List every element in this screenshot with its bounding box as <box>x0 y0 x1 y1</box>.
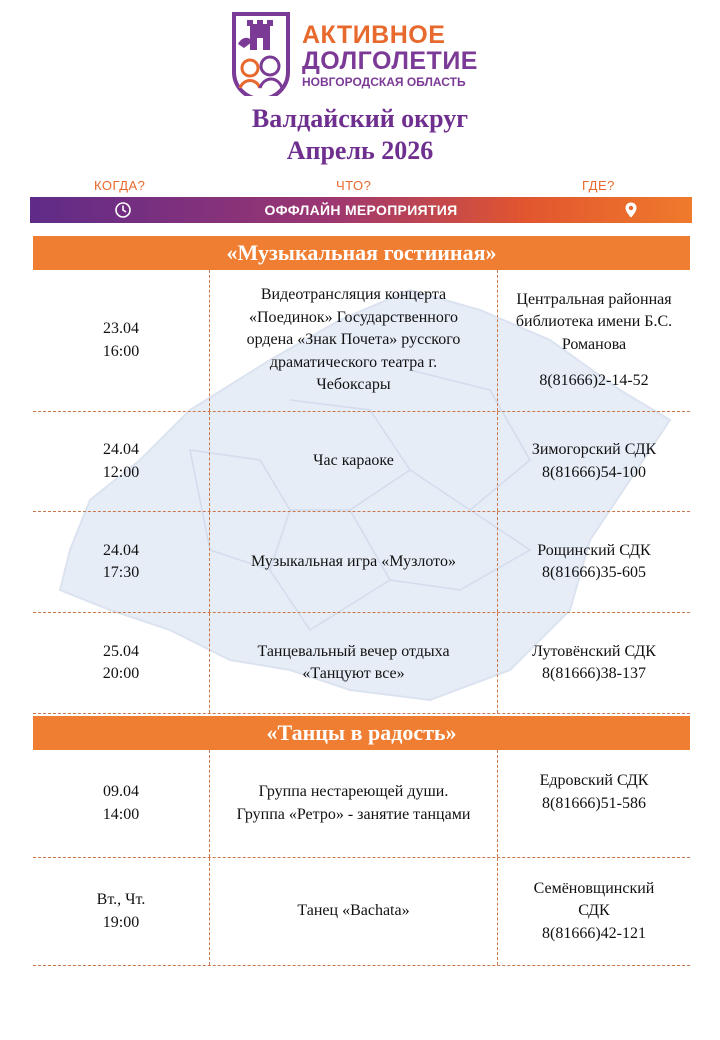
event-when <box>33 270 209 411</box>
event-title-line: Час караоке <box>313 452 394 470</box>
event-what <box>209 512 498 612</box>
event-when <box>33 613 209 713</box>
event-title-line: Видеотрансляция концерта <box>260 286 447 304</box>
logo-subtitle: НОВГОРОДСКАЯ ОБЛАСТЬ <box>302 75 466 89</box>
event-time: 12:00 <box>102 463 140 481</box>
event-where <box>498 270 690 411</box>
event-title-line: «Поединок» Государственного <box>249 308 458 326</box>
event-time: 17:30 <box>102 564 140 581</box>
column-when-label: КОГДА? <box>94 178 146 193</box>
event-what <box>209 613 498 713</box>
column-what-label: ЧТО? <box>336 178 372 193</box>
table-row <box>33 750 690 858</box>
event-phone: 8(81666)35-605 <box>542 564 646 581</box>
table-row <box>33 858 690 966</box>
event-place-line: СДК <box>578 902 610 920</box>
event-what <box>209 858 498 965</box>
event-date: 09.04 <box>102 783 139 800</box>
event-title-line: Музыкальная игра «Музлото» <box>251 552 456 570</box>
event-place-line: Едровский СДК <box>539 772 649 789</box>
event-where <box>498 750 690 857</box>
event-place-line: Лутовёнский СДК <box>532 642 656 660</box>
event-when <box>33 512 209 612</box>
event-phone: 8(81666)2-14-52 <box>539 372 649 389</box>
event-place-line: Зимогорский СДК <box>531 441 657 458</box>
event-date: 24.04 <box>102 541 139 559</box>
event-title-line: Группа нестареющей души. <box>258 783 449 800</box>
event-date: 24.04 <box>102 441 139 458</box>
event-date: 25.04 <box>102 642 139 660</box>
event-title-line: ордена «Знак Почета» русского <box>246 331 461 349</box>
event-when <box>33 750 209 857</box>
event-phone: 8(81666)42-121 <box>542 924 646 942</box>
column-where-label: ГДЕ? <box>582 178 615 193</box>
banner-label: ОФФЛАЙН МЕРОПРИЯТИЯ <box>264 202 458 218</box>
event-what <box>209 750 498 857</box>
table-row <box>33 613 690 714</box>
section-header: «Музыкальная гостииная» <box>33 236 690 270</box>
logo-title-line1: АКТИВНОЕ <box>302 21 446 49</box>
event-phone: 8(81666)54-100 <box>542 463 646 481</box>
event-title-line: драматического театра г. <box>269 353 438 371</box>
event-title-line: Танцевальный вечер отдыха <box>257 642 450 660</box>
event-place-line: Романова <box>561 335 627 353</box>
event-place-line: Рощинский СДК <box>537 541 651 559</box>
logo-emblem-icon <box>230 10 292 96</box>
table-row <box>33 412 690 512</box>
table-row <box>33 270 690 412</box>
event-what <box>209 412 498 511</box>
logo <box>230 10 500 96</box>
month-title: Апрель 2026 <box>286 136 434 165</box>
event-time: 20:00 <box>102 665 140 682</box>
table-row <box>33 512 690 613</box>
event-title-line: Группа «Ретро» - занятие танцами <box>236 805 471 823</box>
event-title-line: Чебоксары <box>316 376 391 394</box>
event-date: Вт., Чт. <box>96 891 146 908</box>
event-when <box>33 858 209 965</box>
event-phone: 8(81666)38-137 <box>542 665 646 682</box>
district-title: Валдайский округ <box>251 104 469 133</box>
event-title-line: «Танцуют все» <box>302 665 405 682</box>
event-date: 23.04 <box>102 320 139 337</box>
event-title-line: Танец «Bachata» <box>297 902 410 920</box>
event-place-line: Центральная районная <box>516 290 672 308</box>
event-place-line: Семёновщинский <box>533 879 655 897</box>
section-header: «Танцы в радость» <box>33 716 690 750</box>
event-where <box>498 613 690 713</box>
event-where <box>498 512 690 612</box>
event-time: 19:00 <box>102 913 140 931</box>
event-place-line: библиотека имени Б.С. <box>515 313 673 330</box>
event-where <box>498 858 690 965</box>
event-where <box>498 412 690 511</box>
event-phone: 8(81666)51-586 <box>542 794 646 812</box>
event-time: 14:00 <box>102 805 140 823</box>
event-time: 16:00 <box>102 342 140 360</box>
event-when <box>33 412 209 511</box>
offline-events-banner <box>30 197 692 223</box>
logo-title-line2: ДОЛГОЛЕТИЕ <box>302 47 478 75</box>
location-pin-icon <box>622 201 640 219</box>
event-what <box>209 270 498 411</box>
